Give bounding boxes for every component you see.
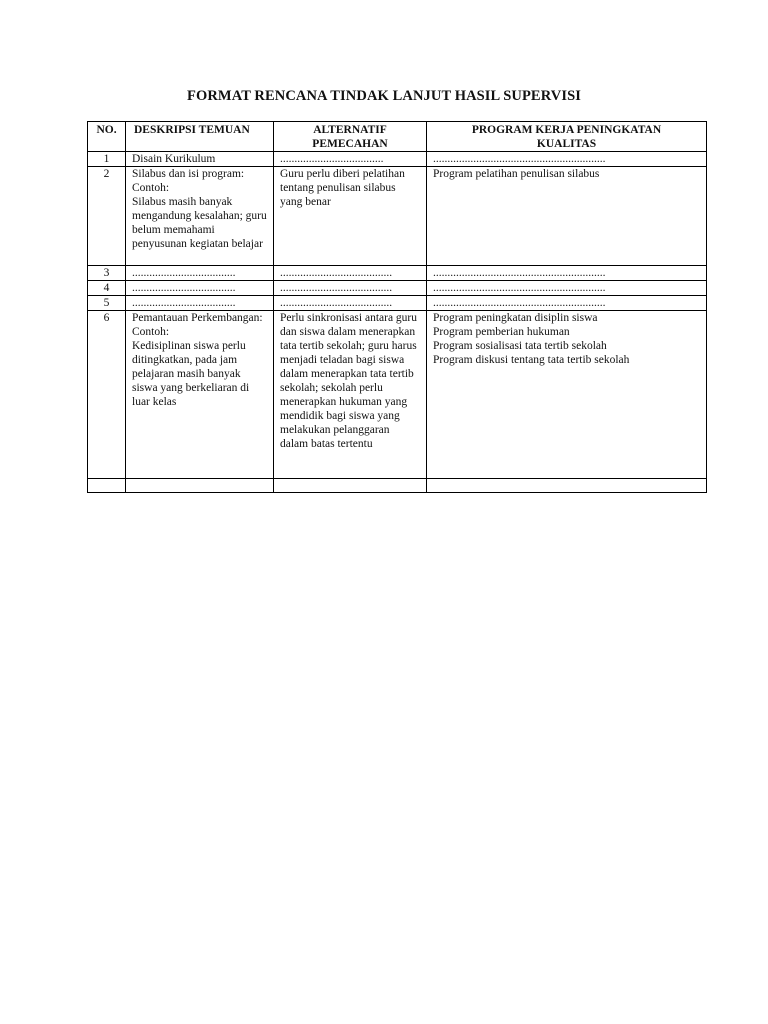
deskripsi-cell: .................................... [126,296,274,311]
program-cell: Program pelatihan penulisan silabus [427,167,707,266]
deskripsi-cell: .................................... [126,281,274,296]
header-no: NO. [88,122,126,152]
table-row [88,167,707,266]
alternatif-cell: ....................................... [274,296,427,311]
program-cell: ............................................................ [427,266,707,281]
program-cell [427,479,707,493]
table-row-empty [88,479,707,493]
alternatif-cell [274,479,427,493]
table-row [88,152,707,167]
row-number: 2 [88,167,126,266]
header-alternatif-pemecahan: ALTERNATIF PEMECAHAN [274,122,427,152]
deskripsi-cell: .................................... [126,266,274,281]
table-row [88,311,707,479]
table-row [88,266,707,281]
table-header-row [88,122,707,152]
alternatif-cell: Guru perlu diberi pelatihan tentang penulisan silabus yang benar [274,167,427,266]
deskripsi-cell: Disain Kurikulum [126,152,274,167]
table-row [88,281,707,296]
deskripsi-cell: Silabus dan isi program: Contoh: Silabus masih banyak mengandung kesalahan; guru belum memahami penyusunan kegiatan belajar [126,167,274,266]
alternatif-cell: .................................... [274,152,427,167]
row-number [88,479,126,493]
deskripsi-cell [126,479,274,493]
header-deskripsi-temuan: DESKRIPSI TEMUAN [126,122,274,152]
alternatif-cell: Perlu sinkronisasi antara guru dan siswa dalam menerapkan tata tertib sekolah; guru harus menjadi teladan bagi siswa dalam menerapkan tata tertib sekolah; sekolah perlu menerapkan hukuman yang mendidik bagi siswa yang melakukan pelanggaran dalam batas tertentu [274,311,427,479]
document-title: FORMAT RENCANA TINDAK LANJUT HASIL SUPERVISI [187,88,581,104]
program-cell: ............................................................ [427,152,707,167]
program-cell: ............................................................ [427,296,707,311]
row-number: 6 [88,311,126,479]
table-row [88,296,707,311]
row-number: 4 [88,281,126,296]
alternatif-cell: ....................................... [274,266,427,281]
alternatif-cell: ....................................... [274,281,427,296]
row-number: 5 [88,296,126,311]
row-number: 1 [88,152,126,167]
follow-up-plan-table [87,121,707,493]
header-program-kerja: PROGRAM KERJA PENINGKATAN KUALITAS [427,122,707,152]
program-cell: ............................................................ [427,281,707,296]
deskripsi-cell: Pemantauan Perkembangan: Contoh: Kedisiplinan siswa perlu ditingkatkan, pada jam pelajaran masih banyak siswa yang berkeliaran di luar kelas [126,311,274,479]
program-cell: Program peningkatan disiplin siswa Program pemberian hukuman Program sosialisasi tata tertib sekolah Program diskusi tentang tata tertib sekolah [427,311,707,479]
row-number: 3 [88,266,126,281]
